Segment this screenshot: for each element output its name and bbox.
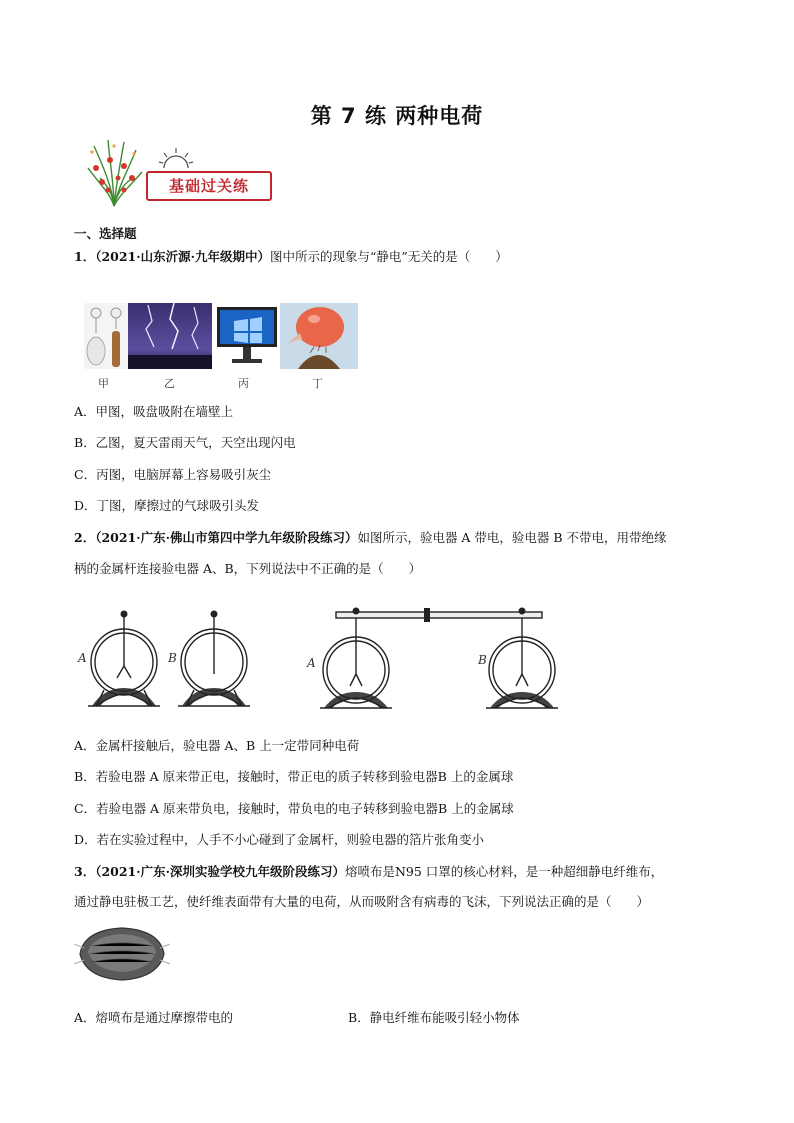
q2-label-a1: A xyxy=(78,651,87,665)
q1-caption-ding: 丁 xyxy=(312,377,323,390)
q2-label-a2: A xyxy=(307,656,316,670)
computer-image xyxy=(214,303,280,369)
sun-icon xyxy=(158,146,194,170)
q1-option-d: D．丁图，摩擦过的气球吸引头发 xyxy=(74,498,260,513)
section-heading: 一、选择题 xyxy=(74,226,137,241)
q3-question-1: 熔喷布是N95 口罩的核心材料，是一种超细静电纤维布， xyxy=(344,864,664,879)
q2-label-b1: B xyxy=(168,651,177,665)
balloon-hair-image xyxy=(280,303,358,369)
q1-figure xyxy=(84,303,358,390)
q2-option-b: B．若验电器 A 原来带正电，接触时，带正电的质子转移到验电器B 上的金属球 xyxy=(74,769,514,784)
q1-question: 图中所示的现象与“静电”无关的是（ ） xyxy=(269,249,508,264)
q2-option-d: D．若在实验过程中，人手不小心碰到了金属杆，则验电器的箔片张角变小 xyxy=(74,832,485,847)
q3-stem-line2: 通过静电驻极工艺，使纤维表面带有大量的电荷，从而吸附含有病毒的飞沫，下列说法正确的是（ ） xyxy=(74,894,650,909)
q1-caption-jia: 甲 xyxy=(98,377,109,390)
mask-image xyxy=(74,924,170,984)
flower-plant-icon xyxy=(84,138,144,208)
banner-label: 基础过关练 xyxy=(146,171,272,201)
q2-label-b2: B xyxy=(478,653,487,667)
q1-number: 1． xyxy=(74,249,96,264)
q3-option-b: B．静电纤维布能吸引轻小物体 xyxy=(348,1010,520,1025)
q3-number: 3． xyxy=(74,864,96,879)
section-banner xyxy=(84,138,274,208)
q3-option-a: A．熔喷布是通过摩擦带电的 xyxy=(74,1010,234,1025)
q2-stem-line1 xyxy=(74,528,667,548)
q2-stem-line2: 柄的金属杆连接验电器 A、B，下列说法中不正确的是（ ） xyxy=(74,561,422,576)
q2-option-a: A．金属杆接触后，验电器 A、B 上一定带同种电荷 xyxy=(74,738,360,753)
q1-source: （2021·山东沂源·九年级期中） xyxy=(95,249,270,264)
q1-stem xyxy=(74,247,508,267)
q2-question-1: 如图所示，验电器 A 带电，验电器 B 不带电，用带绝缘 xyxy=(357,530,667,545)
q3-source: （2021·广东·深圳实验学校九年级阶段练习） xyxy=(95,864,345,879)
lightning-image xyxy=(128,303,212,369)
q2-source: （2021·广东·佛山市第四中学九年级阶段练习） xyxy=(95,530,358,545)
q1-option-a: A．甲图，吸盘吸附在墙壁上 xyxy=(74,404,234,419)
q2-number: 2． xyxy=(74,530,96,545)
suction-cup-image xyxy=(84,303,128,369)
q2-option-c: C．若验电器 A 原来带负电，接触时，带负电的电子转移到验电器B 上的金属球 xyxy=(74,801,514,816)
electroscope-figure xyxy=(74,604,564,710)
q3-stem-line1 xyxy=(74,862,663,882)
q1-option-c: C．丙图，电脑屏幕上容易吸引灰尘 xyxy=(74,467,272,482)
q1-caption-yi: 乙 xyxy=(164,377,175,390)
q1-caption-bing: 丙 xyxy=(238,377,249,390)
page-title: 第 7 练 两种电荷 xyxy=(310,104,484,128)
q1-option-b: B．乙图，夏天雷雨天气，天空出现闪电 xyxy=(74,435,296,450)
